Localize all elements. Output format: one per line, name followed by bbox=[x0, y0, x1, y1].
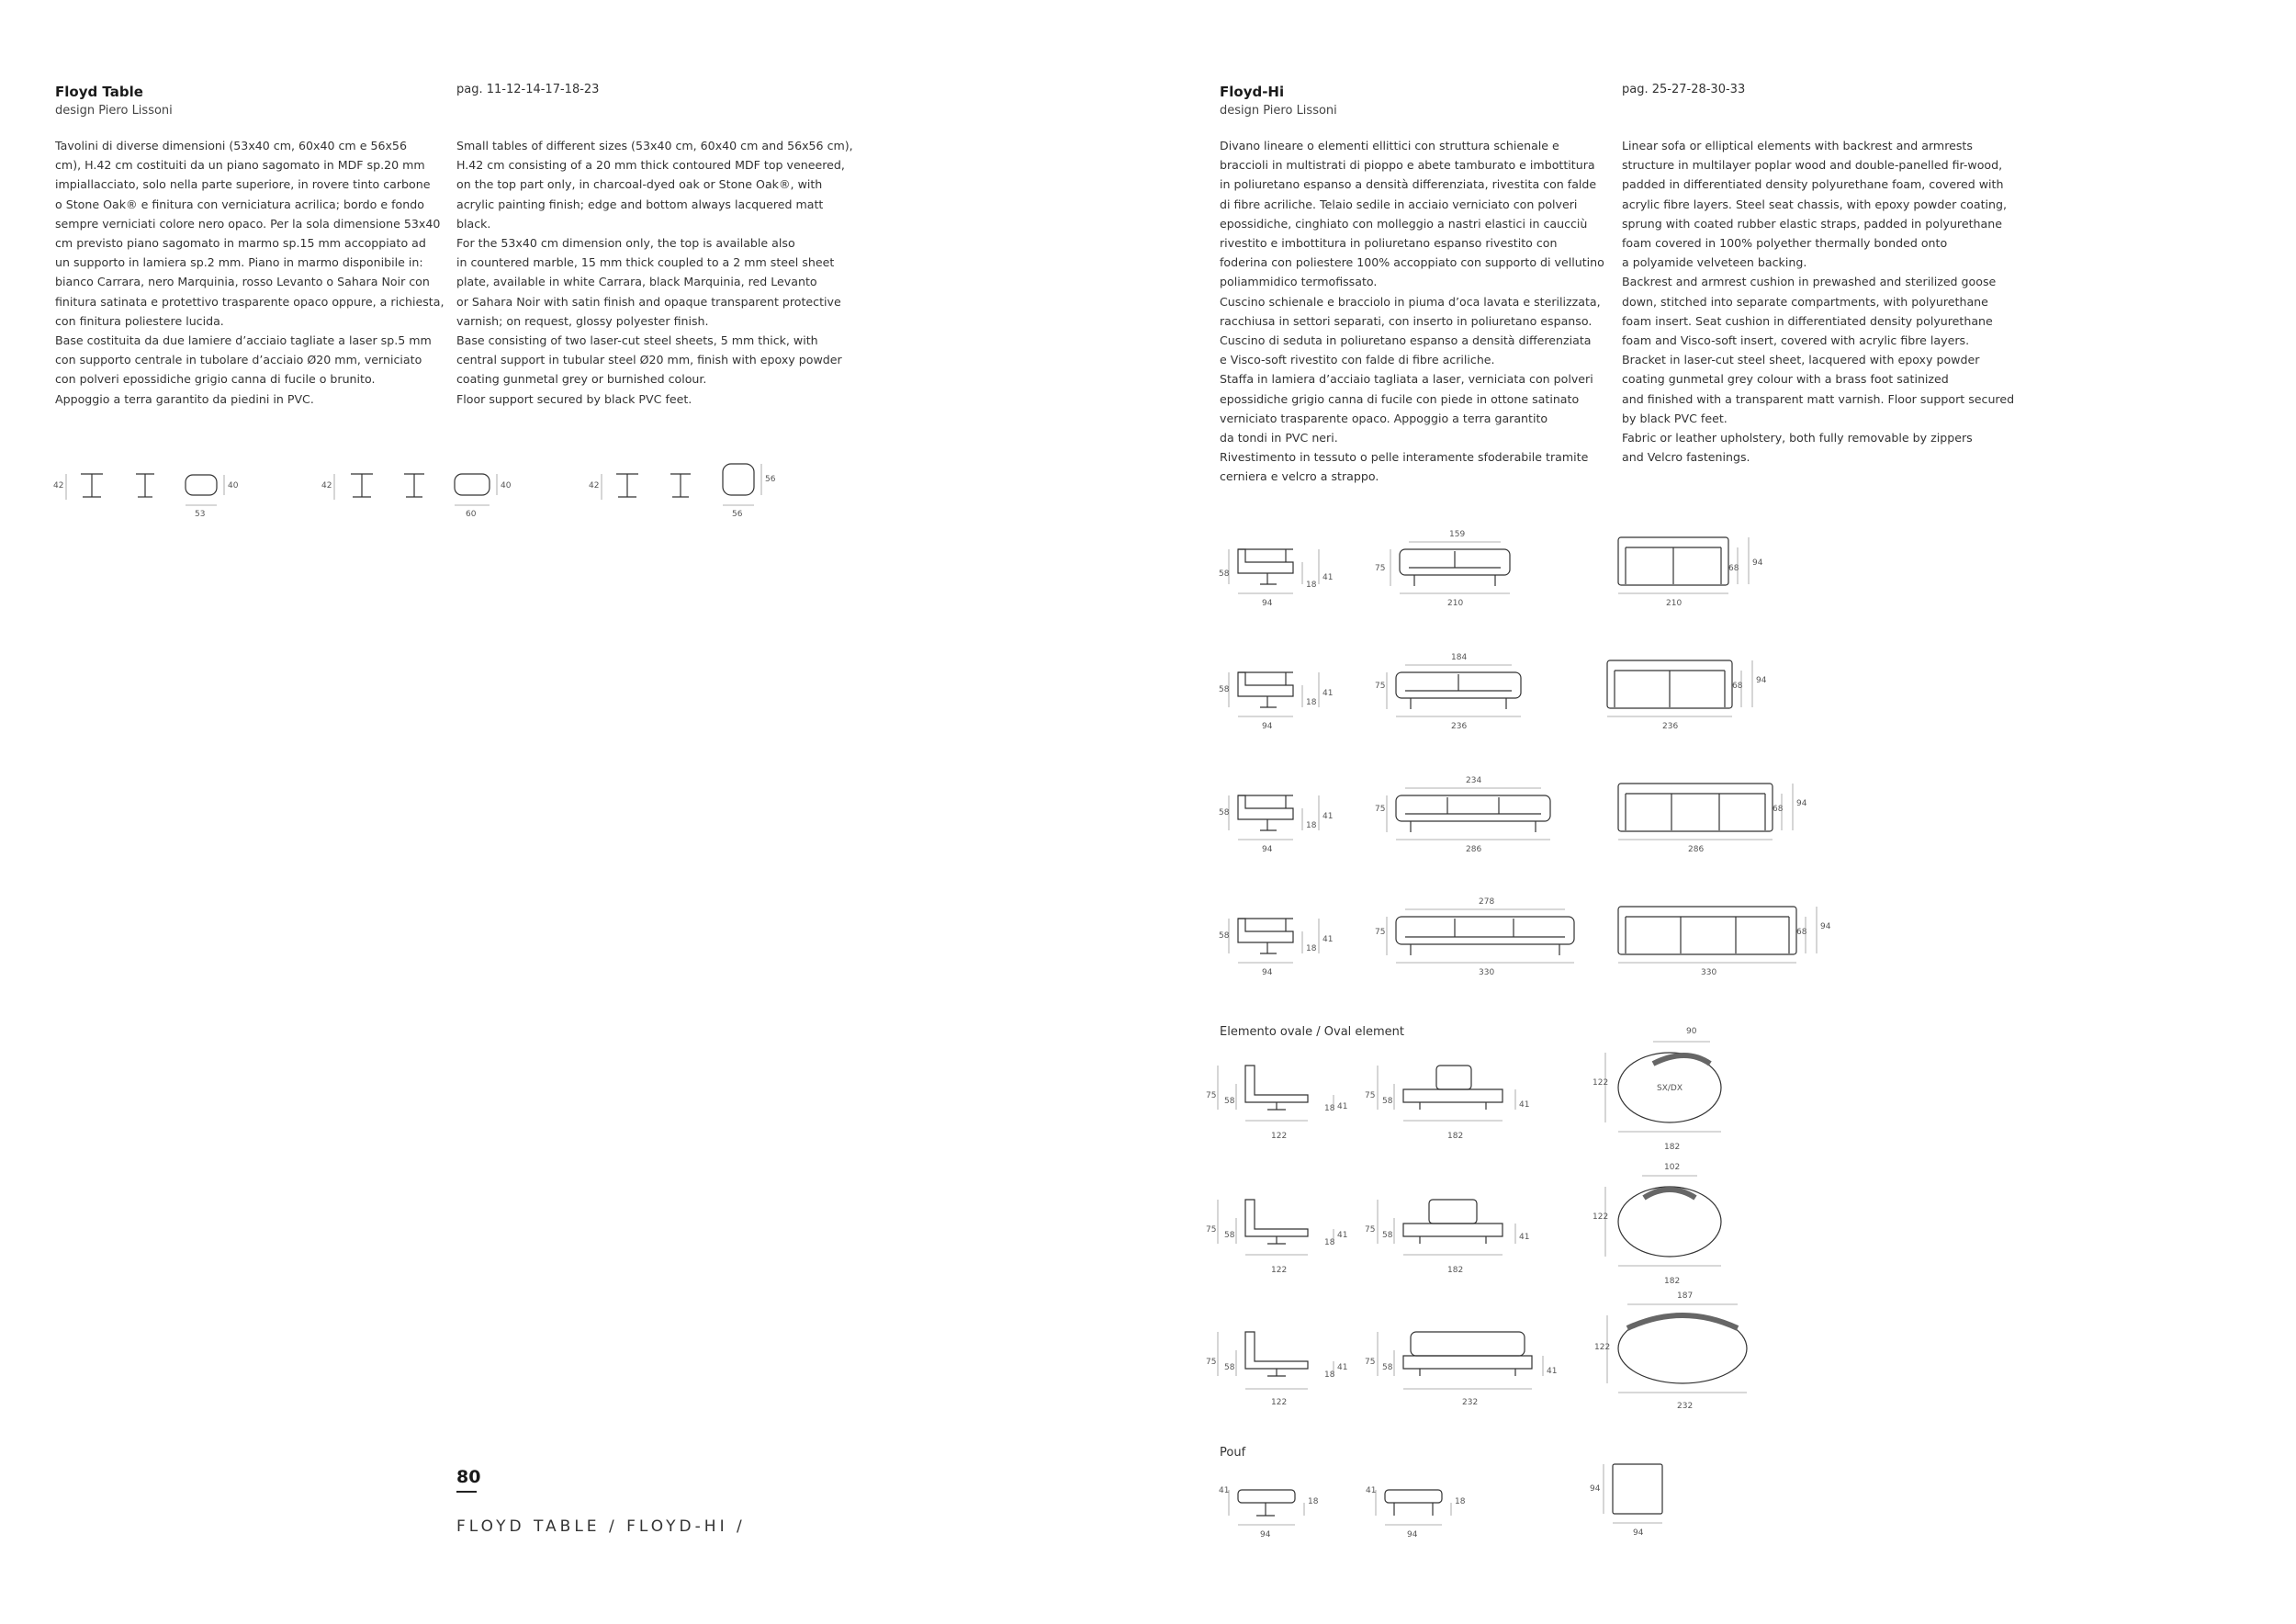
sofa-row-4-drawing bbox=[1229, 907, 1817, 963]
sofa-3-plan-d2: 94 bbox=[1796, 799, 1807, 808]
floyd-hi-text-it: Divano lineare o elementi ellittici con struttura schienale e braccioli in multistrati di pioppo e abete tamburato e imbottitura in poliuretano espanso a densità differenziata, rivestita con falde di fibre acriliche. Telaio sedile in acciaio verniciato con polveri epossidiche, cinghiato con molleggio a nastri elastici in caucciù rivestito e imbottitura in poliuretano espanso rivestito con foderina con poliestere 100% accoppiato con supporto di vellutino poliammidico termofissato. Cuscino schienale e bracciolo in piuma d’oca lavata e sterilizzata, racchiusa in settori separati, con inserto in poliuretano espanso. Cuscino di seduta in poliuretano espanso a densità differenziata e Visco-soft rivestito con falde di fibre acriliche. Staffa in lamiera d’acciaio tagliata a laser, verniciata con polveri epossidiche grigio canna di fucile con piede in ottone satinato verniciato trasparente opaco. Appoggio a terra garantito da tondi in PVC neri. Rivestimento in tessuto o pelle interamente sfoderabile tramite cerniera e velcro a strappo. bbox=[1220, 139, 1604, 484]
sofa-4-seat: 18 bbox=[1306, 944, 1317, 953]
table-2-width: 60 bbox=[466, 510, 477, 519]
table-2-depth: 40 bbox=[501, 481, 512, 491]
table-3-width: 56 bbox=[732, 510, 743, 519]
oval-3-depth: 122 bbox=[1271, 1398, 1288, 1407]
floyd-hi-title: Floyd-Hi bbox=[1220, 84, 1285, 100]
sofa-1-width: 210 bbox=[1447, 599, 1464, 608]
oval-3-front-seat-h: 58 bbox=[1382, 1363, 1393, 1372]
floyd-table-pages: pag. 11-12-14-17-18-23 bbox=[456, 83, 600, 96]
sofa-2-arm: 41 bbox=[1322, 689, 1334, 698]
oval-3-plan-d: 122 bbox=[1594, 1343, 1611, 1352]
pouf-front-h: 41 bbox=[1366, 1486, 1377, 1495]
sofa-row-3-drawing bbox=[1229, 784, 1793, 840]
sofa-4-plan-d2: 94 bbox=[1820, 922, 1831, 931]
sofa-1-plan-w: 210 bbox=[1666, 599, 1683, 608]
floyd-hi-header bbox=[1220, 84, 1337, 118]
sofa-3-side-h: 58 bbox=[1219, 808, 1230, 818]
sofa-3-depth: 94 bbox=[1262, 845, 1273, 854]
oval-1-front-arm: 41 bbox=[1519, 1100, 1530, 1110]
table-1-width: 53 bbox=[195, 510, 206, 519]
floyd-hi-pages: pag. 25-27-28-30-33 bbox=[1622, 83, 1746, 96]
sofa-1-side-h: 58 bbox=[1219, 570, 1230, 579]
oval-row-3-drawing bbox=[1218, 1304, 1747, 1393]
sofa-1-depth: 94 bbox=[1262, 599, 1273, 608]
oval-2-front-arm: 41 bbox=[1519, 1233, 1530, 1242]
oval-1-depth: 122 bbox=[1271, 1132, 1288, 1141]
oval-1-seat: 18 bbox=[1324, 1104, 1335, 1113]
oval-3-front-h: 75 bbox=[1365, 1358, 1376, 1367]
pouf-seat: 18 bbox=[1308, 1497, 1319, 1506]
oval-2-plan-w: 182 bbox=[1664, 1277, 1681, 1286]
oval-3-arm: 41 bbox=[1337, 1363, 1348, 1372]
sofa-2-front-h: 75 bbox=[1375, 682, 1386, 691]
oval-3-front-arm: 41 bbox=[1547, 1367, 1558, 1376]
oval-2-front-seat-h: 58 bbox=[1382, 1231, 1393, 1240]
sofa-2-side-h: 58 bbox=[1219, 685, 1230, 694]
pouf-heading: Pouf bbox=[1220, 1446, 1246, 1460]
pouf-front-seat: 18 bbox=[1455, 1497, 1466, 1506]
sofa-4-side-h: 58 bbox=[1219, 931, 1230, 941]
sofa-2-seat-w: 184 bbox=[1451, 653, 1468, 662]
oval-row-1-drawing bbox=[1218, 1042, 1721, 1132]
pouf-front-w: 94 bbox=[1407, 1530, 1418, 1539]
oval-2-seat: 18 bbox=[1324, 1238, 1335, 1247]
oval-3-seat-h: 58 bbox=[1224, 1363, 1235, 1372]
sofa-1-seat-w: 159 bbox=[1449, 530, 1466, 539]
running-title: FLOYD TABLE / FLOYD-HI / bbox=[456, 1517, 746, 1536]
oval-heading: Elemento ovale / Oval element bbox=[1220, 1025, 1405, 1039]
sofa-3-seat: 18 bbox=[1306, 821, 1317, 830]
floyd-hi-designer: design Piero Lissoni bbox=[1220, 104, 1337, 118]
oval-3-h: 75 bbox=[1206, 1358, 1217, 1367]
sofa-4-depth: 94 bbox=[1262, 968, 1273, 977]
table-1-height: 42 bbox=[53, 481, 64, 491]
oval-1-plan-w: 182 bbox=[1664, 1143, 1681, 1152]
sofa-3-plan-d: 68 bbox=[1773, 805, 1784, 814]
oval-1-h: 75 bbox=[1206, 1091, 1217, 1100]
sofa-row-2-drawing bbox=[1229, 660, 1752, 716]
table-2-height: 42 bbox=[321, 481, 332, 491]
oval-row-2-drawing bbox=[1218, 1176, 1721, 1266]
floyd-table-designer: design Piero Lissoni bbox=[55, 104, 173, 118]
sofa-1-plan-d2: 94 bbox=[1752, 558, 1763, 568]
sofa-3-seat-w: 234 bbox=[1466, 776, 1482, 785]
sofa-2-plan-w: 236 bbox=[1662, 722, 1679, 731]
oval-2-front-w: 182 bbox=[1447, 1266, 1464, 1275]
sofa-3-front-h: 75 bbox=[1375, 805, 1386, 814]
oval-3-plan-w: 232 bbox=[1677, 1402, 1694, 1411]
sofa-4-width: 330 bbox=[1479, 968, 1495, 977]
oval-3-front-w: 232 bbox=[1462, 1398, 1479, 1407]
oval-1-front-seat-h: 58 bbox=[1382, 1097, 1393, 1106]
sofa-3-arm: 41 bbox=[1322, 812, 1334, 821]
oval-1-front-w: 182 bbox=[1447, 1132, 1464, 1141]
sofa-4-plan-w: 330 bbox=[1701, 968, 1717, 977]
page-number-rule bbox=[456, 1491, 477, 1493]
table-3-drawing bbox=[602, 464, 761, 505]
table-1-drawing bbox=[66, 474, 224, 505]
sofa-1-arm: 41 bbox=[1322, 573, 1334, 582]
oval-1-front-h: 75 bbox=[1365, 1091, 1376, 1100]
sofa-3-plan-w: 286 bbox=[1688, 845, 1705, 854]
page-number: 80 bbox=[456, 1467, 481, 1487]
sofa-2-seat: 18 bbox=[1306, 698, 1317, 707]
sofa-4-seat-w: 278 bbox=[1479, 897, 1495, 907]
table-1-depth: 40 bbox=[228, 481, 239, 491]
floyd-table-text-it: Tavolini di diverse dimensioni (53x40 cm, 60x40 cm e 56x56 cm), H.42 cm costituiti da un piano sagomato in MDF sp.20 mm impiallacciato, solo nella parte superiore, in rovere tinto carbone o Stone Oak® e finitura con verniciatura acrilica; bordo e fondo sempre verniciati colore nero opaco. Per la sola dimensione 53x40 cm previsto piano sagomato in marmo sp.15 mm accoppiato ad un supporto in lamiera sp.2 mm. Piano in marmo disponibile in: bianco Carrara, nero Marquinia, rosso Levanto o Sahara Noir con finitura satinata e protettivo trasparente opaco oppure, a richiesta, con finitura poliestere lucida. Base costituita da due lamiere d’acciaio tagliate a laser sp.5 mm con supporto centrale in tubolare d’acciaio Ø20 mm, verniciato con polveri epossidiche grigio canna di fucile o brunito. Appoggio a terra garantito da piedini in PVC. bbox=[55, 139, 445, 406]
oval-2-front-h: 75 bbox=[1365, 1225, 1376, 1235]
oval-3-seat: 18 bbox=[1324, 1370, 1335, 1380]
floyd-table-text-en: Small tables of different sizes (53x40 cm, 60x40 cm and 56x56 cm), H.42 cm consisting of a 20 mm thick contoured MDF top veneered, on the top part only, in charcoal-dyed oak or Stone Oak®, with acrylic painting finish; edge and bottom always lacquered matt black. For the 53x40 cm dimension only, the top is available also in countered marble, 15 mm thick coupled to a 2 mm steel sheet plate, available in white Carrara, black Marquinia, red Levanto or Sahara Noir with satin finish and opaque transparent protective varnish; on request, glossy polyester finish. Base consisting of two laser-cut steel sheets, 5 mm thick, with central support in tubular steel Ø20 mm, finish with epoxy powder coating gunmetal grey or burnished colour. Floor support secured by black PVC feet. bbox=[456, 139, 853, 406]
oval-1-plan-label: SX/DX bbox=[1657, 1084, 1683, 1093]
oval-1-arm: 41 bbox=[1337, 1102, 1348, 1111]
oval-2-seat-h: 58 bbox=[1224, 1231, 1235, 1240]
oval-1-plan-top: 90 bbox=[1686, 1027, 1697, 1036]
sofa-2-plan-d2: 94 bbox=[1756, 676, 1767, 685]
oval-2-plan-top: 102 bbox=[1664, 1163, 1681, 1172]
floyd-hi-text-en: Linear sofa or elliptical elements with backrest and armrests structure in multilayer poplar wood and double-panelled fir-wood, padded in differentiated density polyurethane foam, covered with acrylic fibre layers. Steel seat chassis, with epoxy powder coating, sprung with coated rubber elastic straps, padded in polyurethane foam covered in 100% polyether thermally bonded onto a polyamide velveteen backing. Backrest and armrest cushion in prewashed and sterilized goose down, stitched into separate compartments, with polyurethane foam insert. Seat cushion in differentiated density polyurethane foam and Visco-soft insert, covered with acrylic fibre layers. Bracket in laser-cut steel sheet, lacquered with epoxy powder coating gunmetal grey colour with a brass foot satinized and finished with a transparent matt varnish. Floor support secured by black PVC feet. Fabric or leather upholstery, both fully removable by zippers and Velcro fastenings. bbox=[1622, 139, 2015, 465]
oval-2-arm: 41 bbox=[1337, 1231, 1348, 1240]
sofa-4-arm: 41 bbox=[1322, 935, 1334, 944]
sofa-1-front-h: 75 bbox=[1375, 564, 1386, 573]
sofa-2-width: 236 bbox=[1451, 722, 1468, 731]
pouf-depth: 94 bbox=[1260, 1530, 1271, 1539]
pouf-side-h: 41 bbox=[1219, 1486, 1230, 1495]
sofa-2-depth: 94 bbox=[1262, 722, 1273, 731]
oval-2-h: 75 bbox=[1206, 1225, 1217, 1235]
table-3-height: 42 bbox=[589, 481, 600, 491]
table-3-depth: 56 bbox=[765, 475, 776, 484]
sofa-4-plan-d: 68 bbox=[1796, 928, 1807, 937]
pouf-drawing bbox=[1229, 1464, 1662, 1525]
oval-2-depth: 122 bbox=[1271, 1266, 1288, 1275]
sofa-3-width: 286 bbox=[1466, 845, 1482, 854]
sofa-2-plan-d: 68 bbox=[1732, 682, 1743, 691]
sofa-1-seat: 18 bbox=[1306, 581, 1317, 590]
oval-2-plan-d: 122 bbox=[1593, 1212, 1609, 1222]
table-2-drawing bbox=[334, 474, 497, 505]
sofa-4-front-h: 75 bbox=[1375, 928, 1386, 937]
floyd-table-title: Floyd Table bbox=[55, 84, 143, 100]
pouf-plan-w: 94 bbox=[1633, 1528, 1644, 1538]
oval-1-seat-h: 58 bbox=[1224, 1097, 1235, 1106]
oval-3-plan-top: 187 bbox=[1677, 1291, 1694, 1301]
oval-1-plan-d: 122 bbox=[1593, 1078, 1609, 1088]
sofa-1-plan-d: 68 bbox=[1728, 564, 1739, 573]
pouf-plan-d: 94 bbox=[1590, 1484, 1601, 1494]
